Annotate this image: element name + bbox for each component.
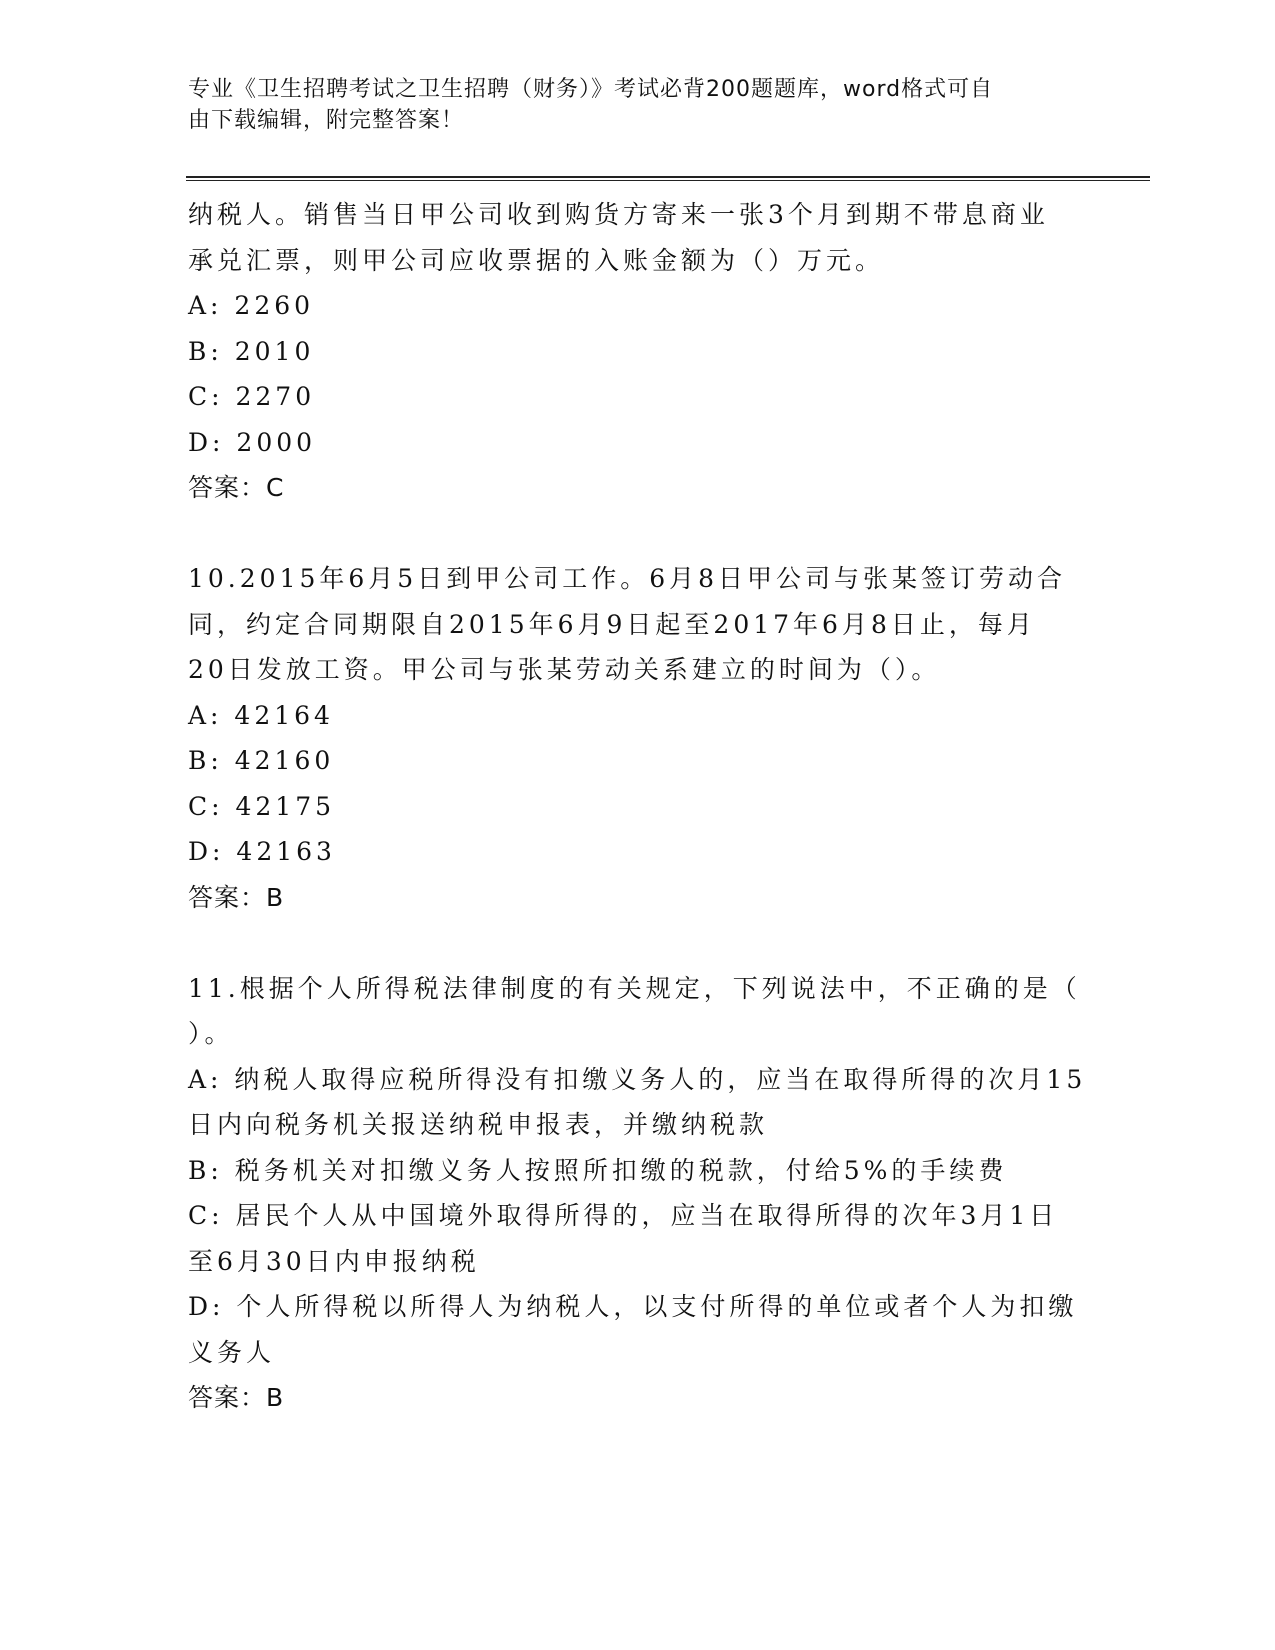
question-9	[188, 192, 1088, 511]
option-c: C: 42175	[188, 791, 336, 821]
question-11	[188, 966, 1088, 1421]
question-text-line: 纳税人。销售当日甲公司收到购货方寄来一张3个月到期不带息商业	[188, 200, 1049, 229]
header-title-line-2: 由下载编辑，附完整答案！	[188, 108, 465, 133]
option-d: D: 个人所得税以所得人为纳税人，以支付所得的单位或者个人为扣缴	[188, 1292, 1078, 1321]
option-a: A: 42164	[188, 700, 334, 730]
option-a: A: 纳税人取得应税所得没有扣缴义务人的，应当在取得所得的次月15	[188, 1064, 1087, 1094]
option-c: C: 居民个人从中国境外取得所得的，应当在取得所得的次年3月1日	[188, 1201, 1059, 1230]
option-d: D: 2000	[188, 427, 317, 457]
header-title-line-1: 专业《卫生招聘考试之卫生招聘（财务）》考试必背200题题库，word格式可自	[188, 77, 994, 102]
question-text-line: ）。	[188, 1019, 234, 1048]
spacer	[188, 511, 1088, 557]
spacer	[188, 920, 1088, 966]
question-text-line: 11.根据个人所得税法律制度的有关规定，下列说法中，不正确的是（	[188, 973, 1081, 1003]
header-divider	[186, 176, 1150, 181]
question-text-line: 同，约定合同期限自2015年6月9日起至2017年6月8日止，每月	[188, 609, 1036, 639]
option-b: B: 42160	[188, 746, 335, 775]
answer-line: 答案：C	[188, 473, 285, 502]
question-10	[188, 556, 1088, 920]
option-a: A: 2260	[188, 291, 315, 320]
option-d-continued: 义务人	[188, 1337, 276, 1367]
option-c: C: 2270	[188, 382, 316, 411]
option-b: B: 2010	[188, 336, 315, 366]
question-list	[188, 192, 1088, 1421]
question-text-line: 20日发放工资。甲公司与张某劳动关系建立的时间为（）。	[188, 655, 941, 684]
answer-line: 答案：B	[188, 1383, 285, 1412]
option-a-continued: 日内向税务机关报送纳税申报表，并缴纳税款	[188, 1110, 769, 1139]
answer-line: 答案：B	[188, 882, 285, 912]
page-header	[188, 74, 1068, 136]
question-text-line: 10.2015年6月5日到甲公司工作。6月8日甲公司与张某签订劳动合	[188, 564, 1067, 593]
option-d: D: 42163	[188, 837, 336, 866]
question-text-line: 承兑汇票，则甲公司应收票据的入账金额为（）万元。	[188, 245, 885, 275]
option-b: B: 税务机关对扣缴义务人按照所扣缴的税款，付给5%的手续费	[188, 1155, 1008, 1185]
option-c-continued: 至6月30日内申报纳税	[188, 1246, 480, 1276]
